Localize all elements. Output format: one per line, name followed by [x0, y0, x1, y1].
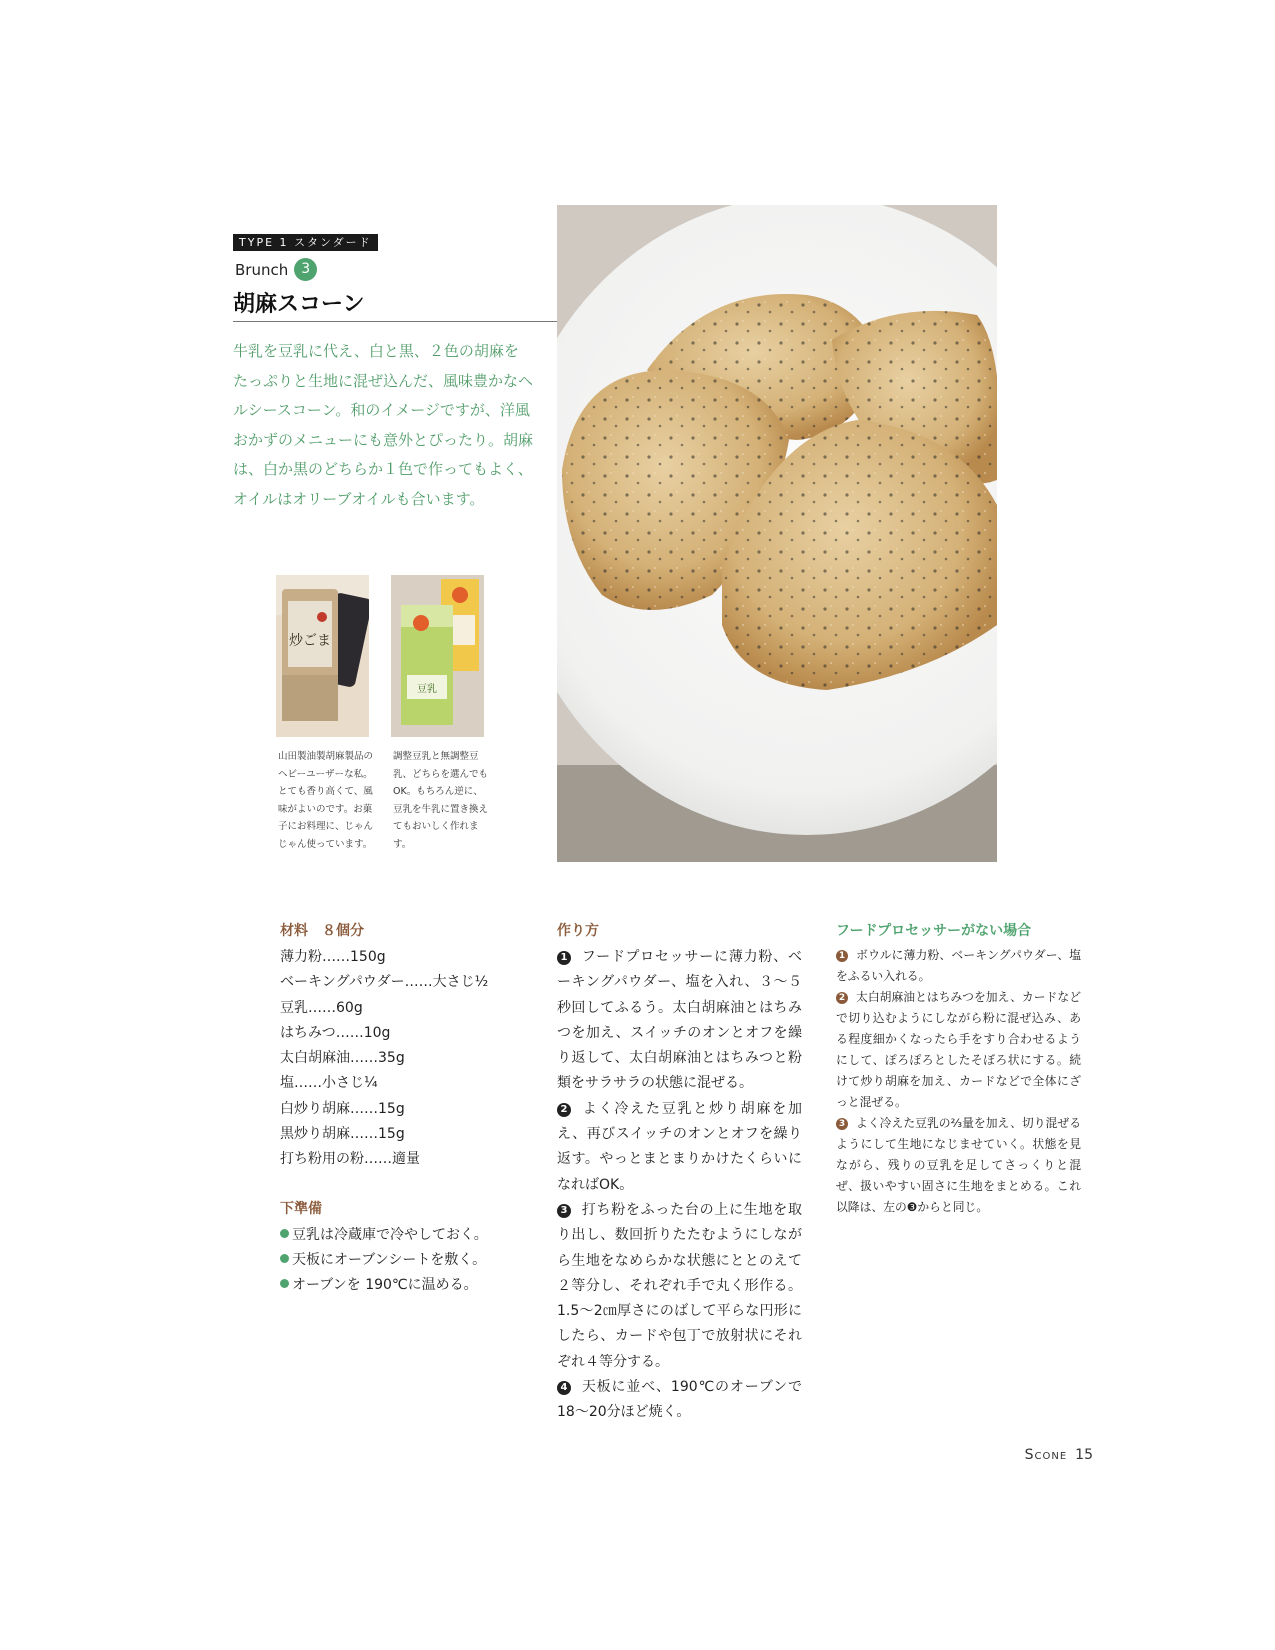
prep-item: 豆乳は冷蔵庫で冷やしておく。 — [280, 1223, 520, 1248]
title-divider — [233, 321, 558, 322]
brunch-text: Brunch — [235, 260, 289, 279]
ingredient-item: 太白胡麻油……35g — [280, 1050, 405, 1067]
method-step: 2 よく冷えた豆乳と炒り胡麻を加え、再びスイッチのオンとオフを繰り返す。やっとまとまりかけたくらいになればOK。 — [557, 1100, 802, 1193]
brunch-number-badge: 3 — [294, 258, 317, 281]
sesame-caption: 山田製油製胡麻製品のヘビーユーザーな私。とても香り高くて、風味がよいのです。お菓子にお料理に、じゃんじゃん使っています。 — [278, 751, 374, 850]
step-number-icon: 3 — [836, 1118, 848, 1130]
recipe-title: 胡麻スコーン — [233, 292, 365, 317]
step-number-icon: 1 — [557, 951, 571, 965]
page-number: 15 — [1075, 1447, 1093, 1463]
ingredient-item: 薄力粉……150g — [280, 949, 386, 965]
prep-list — [280, 1223, 520, 1298]
soymilk-product-photo — [391, 575, 484, 737]
step-number-icon: 1 — [836, 950, 848, 962]
alt-step: 3 よく冷えた豆乳の⅔量を加え、切り混ぜるようにして生地になじませていく。状態を見ながら、残りの豆乳を足してさっくりと混ぜ、扱いやすい固さに生地をまとめる。これ以降は、左の❸からと同じ。 — [836, 1116, 1081, 1214]
ingredient-item: 白炒り胡麻……15g — [280, 1100, 405, 1117]
ingredient-item: 黒炒り胡麻……15g — [280, 1126, 405, 1143]
brunch-label — [235, 258, 317, 281]
prep-item: 天板にオーブンシートを敷く。 — [280, 1248, 520, 1273]
bullet-icon — [280, 1279, 289, 1288]
ingredient-item: はちみつ……10g — [280, 1024, 391, 1041]
alt-step: 2 太白胡麻油とはちみつを加え、カードなどで切り込むようにしながら粉に混ぜ込み、ある程度細かくなったら手をすり合わせるようにして、ぽろぽろとしたそぼろ状にする。続けて炒り胡麻を加え、カードなどで全体にざっと混ぜる。 — [836, 990, 1081, 1109]
ingredients-title: 材料 ８個分 — [280, 923, 364, 939]
type-badge: TYPE 1 スタンダード — [233, 234, 378, 251]
method-step: 3 打ち粉をふった台の上に生地を取り出し、数回折りたたむようにしながら生地をなめらかな状態にととのえて２等分し、それぞれ手で丸く形作る。1.5〜2㎝厚さにのばして平らな円形にしたら、カードや包丁で放射状にそれぞれ４等分する。 — [557, 1201, 802, 1370]
method-steps — [557, 945, 802, 1426]
method-step: 1 フードプロセッサーに薄力粉、ベーキングパウダー、塩を入れ、３〜５秒回してふるう。太白胡麻油とはちみつを加え、スイッチのオンとオフを繰り返して、太白胡麻油とはちみつと粉類をサラサラの状態に混ぜる。 — [557, 949, 802, 1092]
bullet-icon — [280, 1229, 289, 1238]
no-processor-title: フードプロセッサーがない場合 — [836, 923, 1032, 939]
step-number-icon: 2 — [557, 1103, 571, 1117]
ingredient-item: ベーキングパウダー……大さじ½ — [280, 974, 489, 991]
sesame-product-photo — [276, 575, 369, 737]
page-footer — [1025, 1447, 1093, 1463]
method-title: 作り方 — [557, 923, 599, 939]
prep-title: 下準備 — [280, 1201, 322, 1217]
ingredients-list — [280, 945, 510, 1173]
ingredient-item: 塩……小さじ¼ — [280, 1075, 378, 1092]
bullet-icon — [280, 1254, 289, 1263]
step-number-icon: 4 — [557, 1381, 571, 1395]
step-number-icon: 3 — [557, 1204, 571, 1218]
lead-text: 牛乳を豆乳に代え、白と黒、２色の胡麻をたっぷりと生地に混ぜ込んだ、風味豊かなヘルシースコーン。和のイメージですが、洋風おかずのメニューにも意外とぴったり。胡麻は、白か黒のどちらか１色で作ってもよく、オイルはオリーブオイルも合います。 — [233, 342, 534, 508]
section-name: Scone — [1024, 1447, 1068, 1463]
soymilk-caption: 調整豆乳と無調整豆乳、どちらを選んでもOK。もちろん逆に、豆乳を牛乳に置き換えてもおいしく作れます。 — [393, 751, 489, 850]
no-processor-steps — [836, 945, 1081, 1218]
alt-step: 1 ボウルに薄力粉、ベーキングパウダー、塩をふるい入れる。 — [836, 948, 1081, 983]
ingredient-item: 豆乳……60g — [280, 999, 363, 1016]
prep-item: オーブンを 190℃に温める。 — [280, 1273, 520, 1298]
method-step: 4 天板に並べ、190℃のオーブンで18〜20分ほど焼く。 — [557, 1379, 802, 1421]
svg-text:炒ごま: 炒ごま — [289, 633, 331, 649]
ingredient-item: 打ち粉用の粉……適量 — [280, 1151, 420, 1168]
step-number-icon: 2 — [836, 992, 848, 1004]
svg-text:豆乳: 豆乳 — [417, 684, 437, 695]
scone-photo — [557, 205, 997, 862]
